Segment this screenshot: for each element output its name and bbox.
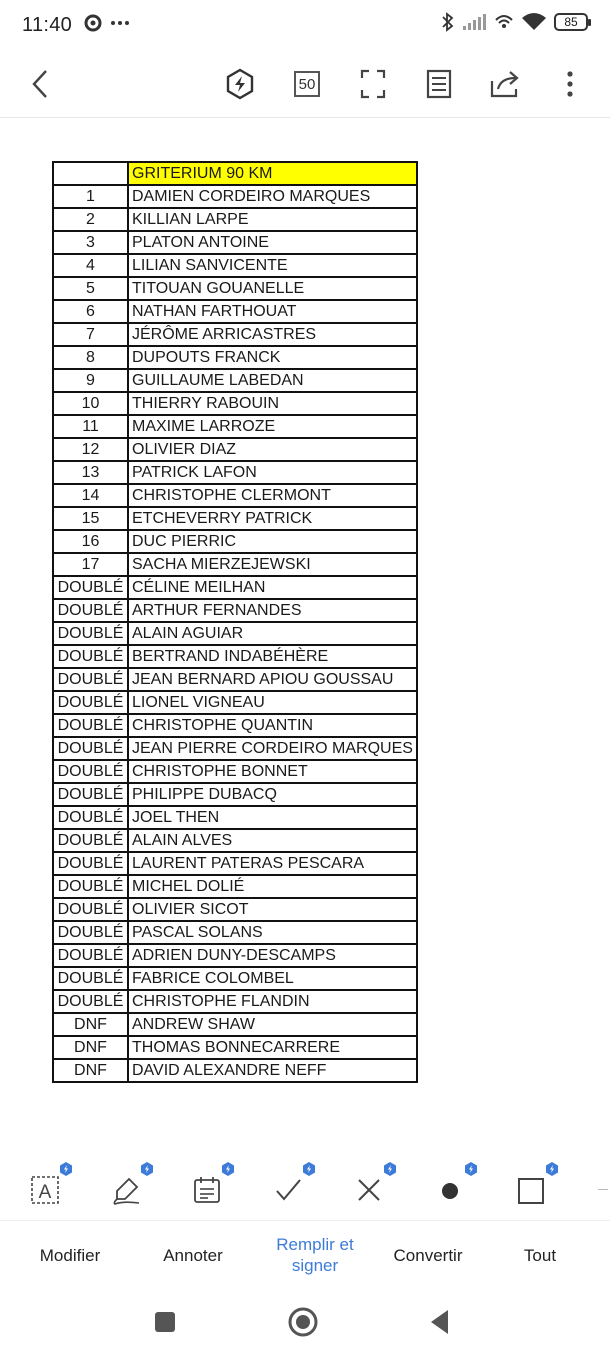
table-row: [53, 1036, 417, 1059]
table-row: [53, 967, 417, 990]
rider-name-cell: SACHA MIERZEJEWSKI: [128, 553, 417, 576]
rider-name-cell: JEAN PIERRE CORDEIRO MARQUES: [128, 737, 417, 760]
table-row: [53, 645, 417, 668]
table-row: [53, 461, 417, 484]
signature-pen-icon: [111, 1175, 141, 1205]
more-options-button[interactable]: [550, 64, 590, 104]
table-row: [53, 1059, 417, 1082]
table-row: [53, 783, 417, 806]
rider-name-cell: THOMAS BONNECARRERE: [128, 1036, 417, 1059]
rank-cell: 7: [53, 323, 128, 346]
checkmark-tool[interactable]: [270, 1172, 306, 1208]
rank-cell: DOUBLÉ: [53, 645, 128, 668]
header-rank-cell: [53, 162, 128, 185]
rider-name-cell: PLATON ANTOINE: [128, 231, 417, 254]
rider-name-cell: DUPOUTS FRANCK: [128, 346, 417, 369]
rider-name-cell: PATRICK LAFON: [128, 461, 417, 484]
table-row: [53, 875, 417, 898]
table-row: [53, 691, 417, 714]
rider-name-cell: JEAN BERNARD APIOU GOUSSAU: [128, 668, 417, 691]
table-row: [53, 576, 417, 599]
rider-name-cell: DUC PIERRIC: [128, 530, 417, 553]
top-toolbar: [0, 52, 610, 114]
status-bar: [0, 0, 610, 52]
signature-tool[interactable]: [108, 1172, 144, 1208]
rank-cell: 11: [53, 415, 128, 438]
cross-tool[interactable]: [351, 1172, 387, 1208]
dot-tool[interactable]: [432, 1172, 468, 1208]
signal-icon: [462, 14, 486, 30]
fullscreen-button[interactable]: [353, 64, 393, 104]
rank-cell: 10: [53, 392, 128, 415]
status-left-icons: [84, 14, 130, 32]
rank-cell: 5: [53, 277, 128, 300]
date-tool[interactable]: [189, 1172, 225, 1208]
rider-name-cell: THIERRY RABOUIN: [128, 392, 417, 415]
table-row: [53, 254, 417, 277]
home-circle-icon: [287, 1306, 319, 1338]
table-row: [53, 208, 417, 231]
share-button[interactable]: [485, 64, 525, 104]
rank-cell: 4: [53, 254, 128, 277]
back-triangle-icon: [428, 1309, 452, 1335]
table-row: [53, 829, 417, 852]
page-count: 50: [298, 75, 316, 93]
table-row: [53, 438, 417, 461]
premium-badge-icon: [383, 1162, 397, 1176]
bluetooth-icon: [442, 12, 454, 32]
rank-cell: DOUBLÉ: [53, 875, 128, 898]
table-row: [53, 944, 417, 967]
system-navigation-bar: [0, 1288, 610, 1356]
rider-name-cell: PHILIPPE DUBACQ: [128, 783, 417, 806]
rider-name-cell: MAXIME LARROZE: [128, 415, 417, 438]
home-button[interactable]: [287, 1306, 319, 1338]
more-vertical-icon: [566, 70, 574, 98]
table-row: [53, 346, 417, 369]
rank-cell: DOUBLÉ: [53, 760, 128, 783]
document-viewport[interactable]: [0, 118, 610, 1156]
table-row: [53, 714, 417, 737]
rank-cell: 15: [53, 507, 128, 530]
rider-name-cell: CHRISTOPHE FLANDIN: [128, 990, 417, 1013]
rider-name-cell: ETCHEVERRY PATRICK: [128, 507, 417, 530]
table-row: [53, 1013, 417, 1036]
rank-cell: DOUBLÉ: [53, 691, 128, 714]
rider-name-cell: CHRISTOPHE BONNET: [128, 760, 417, 783]
rider-name-cell: JOEL THEN: [128, 806, 417, 829]
rider-name-cell: DAVID ALEXANDRE NEFF: [128, 1059, 417, 1082]
rider-name-cell: CHRISTOPHE QUANTIN: [128, 714, 417, 737]
rider-name-cell: DAMIEN CORDEIRO MARQUES: [128, 185, 417, 208]
premium-badge-icon: [221, 1162, 235, 1176]
rank-cell: DOUBLÉ: [53, 967, 128, 990]
text-field-tool[interactable]: [27, 1172, 63, 1208]
rider-name-cell: LAURENT PATERAS PESCARA: [128, 852, 417, 875]
table-row: [53, 231, 417, 254]
rank-cell: DOUBLÉ: [53, 783, 128, 806]
rider-name-cell: ADRIEN DUNY-DESCAMPS: [128, 944, 417, 967]
rider-name-cell: CÉLINE MEILHAN: [128, 576, 417, 599]
table-row: [53, 760, 417, 783]
table-row: [53, 507, 417, 530]
reader-mode-icon: [426, 69, 452, 99]
rank-cell: 12: [53, 438, 128, 461]
rank-cell: DOUBLÉ: [53, 990, 128, 1013]
back-button[interactable]: [20, 64, 60, 104]
rider-name-cell: NATHAN FARTHOUAT: [128, 300, 417, 323]
rank-cell: DOUBLÉ: [53, 852, 128, 875]
table-row: [53, 392, 417, 415]
checkmark-icon: [273, 1175, 303, 1205]
rider-name-cell: ALAIN AGUIAR: [128, 622, 417, 645]
rank-cell: DOUBLÉ: [53, 668, 128, 691]
battery-icon: [554, 13, 588, 31]
premium-badge-icon: [59, 1162, 73, 1176]
rank-cell: 2: [53, 208, 128, 231]
rectangle-tool[interactable]: [513, 1172, 549, 1208]
text-box-icon: [30, 1175, 60, 1205]
table-row: [53, 852, 417, 875]
rider-name-cell: OLIVIER SICOT: [128, 898, 417, 921]
calendar-icon: [192, 1175, 222, 1205]
table-row: [53, 622, 417, 645]
header-title-cell: GRITERIUM 90 KM: [128, 162, 417, 185]
premium-feature-button[interactable]: [220, 64, 260, 104]
dot-icon: [435, 1175, 465, 1205]
hotspot-icon: [494, 13, 514, 31]
rank-cell: DNF: [53, 1036, 128, 1059]
tab-annoter[interactable]: Annoter: [163, 1245, 223, 1265]
table-row: [53, 599, 417, 622]
status-time: 11:40: [22, 14, 73, 36]
table-row: [53, 921, 417, 944]
table-row: [53, 300, 417, 323]
svg-text:A: A: [38, 1182, 52, 1203]
back-arrow-icon: [30, 69, 50, 99]
premium-badge-icon: [464, 1162, 478, 1176]
more-notifications-icon: [110, 20, 130, 26]
table-row: [53, 553, 417, 576]
fill-sign-tools: [0, 1156, 610, 1220]
table-row: [53, 323, 417, 346]
bottom-tab-bar: [0, 1220, 610, 1289]
premium-badge-icon: [140, 1162, 154, 1176]
rank-cell: DOUBLÉ: [53, 921, 128, 944]
rank-cell: 8: [53, 346, 128, 369]
tab-modifier[interactable]: Modifier: [39, 1245, 101, 1265]
rank-cell: DOUBLÉ: [53, 829, 128, 852]
rank-cell: DOUBLÉ: [53, 944, 128, 967]
back-nav-button[interactable]: [424, 1306, 456, 1338]
table-row: [53, 484, 417, 507]
recents-button[interactable]: [149, 1306, 181, 1338]
rank-cell: 6: [53, 300, 128, 323]
rider-name-cell: JÉRÔME ARRICASTRES: [128, 323, 417, 346]
rank-cell: 17: [53, 553, 128, 576]
rider-name-cell: TITOUAN GOUANELLE: [128, 277, 417, 300]
rider-name-cell: ARTHUR FERNANDES: [128, 599, 417, 622]
rank-cell: DNF: [53, 1059, 128, 1082]
square-icon: [516, 1175, 546, 1205]
premium-badge-icon: [302, 1162, 316, 1176]
rider-name-cell: ANDREW SHAW: [128, 1013, 417, 1036]
table-row: [53, 737, 417, 760]
tab-tout[interactable]: Tout: [523, 1245, 557, 1265]
rank-cell: DOUBLÉ: [53, 806, 128, 829]
table-row: [53, 185, 417, 208]
rider-name-cell: GUILLAUME LABEDAN: [128, 369, 417, 392]
fullscreen-icon: [360, 69, 386, 99]
rank-cell: 3: [53, 231, 128, 254]
rank-cell: DOUBLÉ: [53, 714, 128, 737]
page-count-box: [294, 71, 320, 97]
rank-cell: 1: [53, 185, 128, 208]
rider-name-cell: KILLIAN LARPE: [128, 208, 417, 231]
table-header-row: [53, 162, 417, 185]
share-icon: [489, 69, 521, 99]
rank-cell: DOUBLÉ: [53, 737, 128, 760]
lightning-icon: [225, 68, 255, 100]
rider-name-cell: LILIAN SANVICENTE: [128, 254, 417, 277]
rank-cell: DOUBLÉ: [53, 898, 128, 921]
table-row: [53, 530, 417, 553]
rank-cell: 9: [53, 369, 128, 392]
tab-convertir[interactable]: Convertir: [393, 1245, 463, 1265]
rider-name-cell: LIONEL VIGNEAU: [128, 691, 417, 714]
table-row: [53, 277, 417, 300]
tab-remplir-et-signer[interactable]: Remplir et signer: [276, 1235, 354, 1275]
wifi-icon: [522, 13, 546, 31]
table-row: [53, 898, 417, 921]
table-row: [53, 806, 417, 829]
rank-cell: DOUBLÉ: [53, 576, 128, 599]
rank-cell: 13: [53, 461, 128, 484]
table-row: [53, 990, 417, 1013]
rider-name-cell: BERTRAND INDABÉHÈRE: [128, 645, 417, 668]
rank-cell: 14: [53, 484, 128, 507]
rank-cell: DOUBLÉ: [53, 599, 128, 622]
rider-name-cell: MICHEL DOLIÉ: [128, 875, 417, 898]
results-table: [52, 161, 418, 1083]
rider-name-cell: OLIVIER DIAZ: [128, 438, 417, 461]
recents-square-icon: [153, 1310, 177, 1334]
battery-level: 85: [564, 15, 578, 29]
rider-name-cell: PASCAL SOLANS: [128, 921, 417, 944]
page-count-button[interactable]: [287, 64, 327, 104]
status-right: [442, 12, 588, 32]
table-row: [53, 415, 417, 438]
reader-mode-button[interactable]: [419, 64, 459, 104]
tools-scroll-indicator: [598, 1189, 608, 1190]
cross-mark-icon: [354, 1175, 384, 1205]
rank-cell: DOUBLÉ: [53, 622, 128, 645]
premium-badge-icon: [545, 1162, 559, 1176]
rider-name-cell: CHRISTOPHE CLERMONT: [128, 484, 417, 507]
rank-cell: 16: [53, 530, 128, 553]
rank-cell: DNF: [53, 1013, 128, 1036]
table-row: [53, 369, 417, 392]
rider-name-cell: FABRICE COLOMBEL: [128, 967, 417, 990]
browser-notification-icon: [84, 14, 102, 32]
table-row: [53, 668, 417, 691]
rider-name-cell: ALAIN ALVES: [128, 829, 417, 852]
